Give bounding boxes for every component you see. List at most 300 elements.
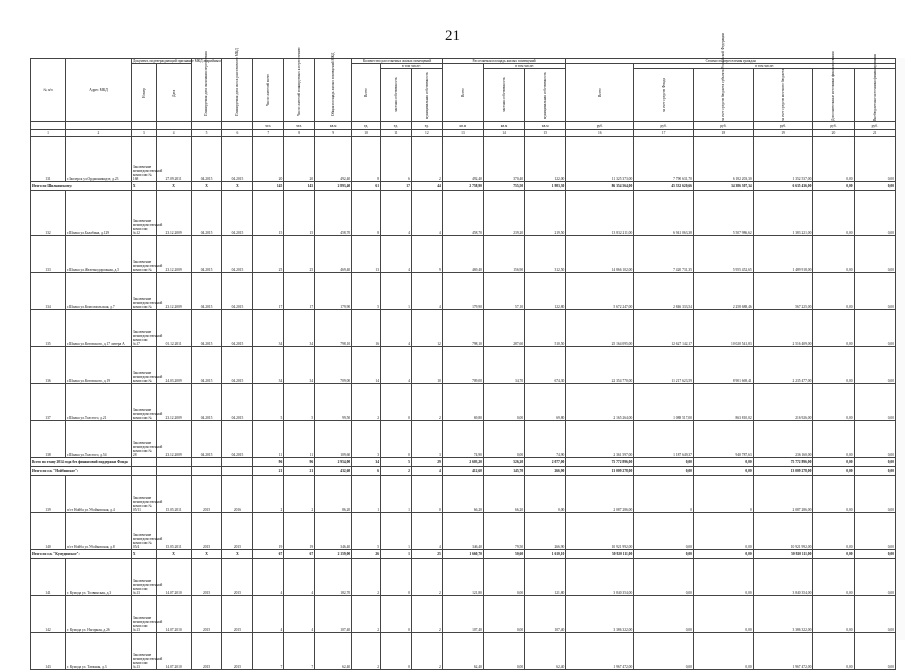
date-cell: 04.2015 — [222, 191, 253, 236]
value-cell: 99,50 — [315, 384, 352, 421]
column-number: 4 — [156, 130, 191, 137]
doc-number-cell: Заключение межведомственной комиссии №17 — [131, 310, 156, 347]
value-cell: 0,00 — [854, 384, 895, 421]
doc-number-cell: Заключение межведомственной комиссии № — [131, 384, 156, 421]
column-number: 6 — [222, 130, 253, 137]
value-cell: 0,00 — [693, 633, 753, 670]
value-cell: 25 — [284, 236, 315, 273]
value-cell: 20 — [253, 137, 284, 182]
value-cell: 122,00 — [525, 137, 566, 182]
doc-number-cell: Заключение межведомственной комиссии № — [131, 236, 156, 273]
doc-number-cell: Заключение межведомственной комиссии № — [131, 347, 156, 384]
value-cell: 19 — [253, 513, 284, 550]
value-cell: 26 — [352, 550, 381, 559]
date-cell: 2015 — [222, 559, 253, 596]
header-cost-fund: за счет средств Фонда — [634, 69, 694, 122]
total-row — [31, 550, 896, 559]
value-cell: 0,00 — [525, 476, 566, 513]
column-number: 12 — [411, 130, 442, 137]
doc-number-cell: X — [131, 182, 156, 191]
value-cell: 2 — [411, 559, 442, 596]
value-cell: 9 — [411, 236, 442, 273]
total-label: Итого по Шилкинскому: — [31, 182, 132, 191]
value-cell: 0 — [381, 384, 412, 421]
value-cell: 370,40 — [483, 137, 524, 182]
table-row — [31, 236, 896, 273]
value-cell: 34 — [253, 347, 284, 384]
value-cell: 79,50 — [483, 513, 524, 550]
value-cell: 3 386 322,00 — [566, 596, 634, 633]
value-cell: 216 926,00 — [753, 384, 813, 421]
date-cell: 14.07.2010 — [156, 559, 191, 596]
value-cell: 0,00 — [854, 273, 895, 310]
date-cell: 2015 — [191, 476, 222, 513]
value-cell: 0,00 — [634, 559, 694, 596]
value-cell: 2 954,00 — [315, 458, 352, 467]
date-cell: 2015 — [191, 513, 222, 550]
column-number: 11 — [381, 130, 412, 137]
value-cell: 0 — [693, 476, 753, 513]
unit-cell: ед. — [352, 122, 381, 130]
value-cell: 19 — [284, 513, 315, 550]
value-cell: 6 — [381, 137, 412, 182]
value-cell: 0 — [381, 559, 412, 596]
value-cell: 121,80 — [442, 559, 483, 596]
doc-number-cell: Заключение межведомственной комиссии № 05/4 — [131, 513, 156, 550]
row-number: 134 — [31, 273, 66, 310]
value-cell: 4 — [253, 596, 284, 633]
total-row — [31, 458, 896, 467]
column-number: 7 — [253, 130, 284, 137]
value-cell: 1 383 221,00 — [753, 191, 813, 236]
date-cell: 04.2015 — [222, 137, 253, 182]
value-cell: 239,20 — [483, 191, 524, 236]
value-cell: 0,00 — [854, 236, 895, 273]
value-cell: 0,00 — [813, 633, 854, 670]
value-cell: 20 — [284, 137, 315, 182]
value-cell: 709,00 — [442, 347, 483, 384]
value-cell: 266,90 — [525, 467, 566, 476]
table-row — [31, 421, 896, 458]
value-cell: 2 — [352, 384, 381, 421]
value-cell: 6 182 203,30 — [693, 137, 753, 182]
header-area-private: частная собственность — [483, 69, 524, 122]
date-cell: X — [191, 182, 222, 191]
value-cell: 1 — [352, 476, 381, 513]
value-cell: 1 352 537,00 — [753, 137, 813, 182]
value-cell: 122,80 — [525, 273, 566, 310]
value-cell: 179,90 — [315, 273, 352, 310]
doc-number-cell — [131, 467, 156, 476]
value-cell: 107,40 — [525, 596, 566, 633]
total-row — [31, 182, 896, 191]
value-cell: 1 187 649,37 — [634, 421, 694, 458]
value-cell: 0,00 — [854, 550, 895, 559]
header-cost-incl: в том числе: — [634, 64, 896, 69]
total-row — [31, 467, 896, 476]
value-cell: 5 507 986,62 — [693, 191, 753, 236]
value-cell: 13 — [352, 236, 381, 273]
date-cell — [191, 467, 222, 476]
column-number: 9 — [315, 130, 352, 137]
value-cell: 755,50 — [483, 182, 524, 191]
value-cell: 10 020 541,83 — [693, 310, 753, 347]
header-doc-date: Дата — [156, 64, 191, 122]
table-row — [31, 513, 896, 550]
value-cell: 0,00 — [634, 633, 694, 670]
value-cell: 0,00 — [483, 421, 524, 458]
column-number: 1 — [31, 130, 66, 137]
value-cell: 1 — [381, 476, 412, 513]
value-cell: 4 — [381, 310, 412, 347]
value-cell: 458,70 — [442, 191, 483, 236]
column-number: 21 — [854, 130, 895, 137]
date-cell: 04.2015 — [222, 273, 253, 310]
unit-cell: ед. — [411, 122, 442, 130]
value-cell: 10 921 992,00 — [753, 513, 813, 550]
value-cell: 3 386 322,00 — [753, 596, 813, 633]
value-cell: 0,00 — [693, 458, 753, 467]
value-cell: 145,70 — [483, 467, 524, 476]
value-cell: 0,00 — [854, 137, 895, 182]
doc-number-cell: Заключение межведомственной комиссии № 168 — [131, 137, 156, 182]
row-number: 140 — [31, 513, 66, 550]
value-cell: 145 — [253, 182, 284, 191]
value-cell: 0,00 — [813, 476, 854, 513]
address-cell: г.Шилка ул.Комсомольская, д.7 — [66, 273, 132, 310]
table-row — [31, 137, 896, 182]
date-cell — [191, 458, 222, 467]
date-cell: 23.12.2009 — [156, 421, 191, 458]
address-cell: г.Заозерск ул.Орджоникидзе, д.23 — [66, 137, 132, 182]
value-cell: 709,00 — [315, 347, 352, 384]
value-cell: 86,20 — [315, 476, 352, 513]
value-cell: 74,90 — [442, 421, 483, 458]
date-cell: 04.2015 — [222, 236, 253, 273]
value-cell: 2 — [352, 559, 381, 596]
date-cell: 04.2015 — [222, 421, 253, 458]
value-cell: 0 — [381, 596, 412, 633]
value-cell: 0,00 — [854, 559, 895, 596]
value-cell: 2 087 286,00 — [753, 476, 813, 513]
value-cell: 0,00 — [483, 633, 524, 670]
value-cell: 86 354 564,00 — [566, 182, 634, 191]
value-cell: 34 — [284, 310, 315, 347]
value-cell: 0 — [381, 421, 412, 458]
value-cell: 0,00 — [693, 467, 753, 476]
value-cell: 0,00 — [854, 476, 895, 513]
date-cell: X — [156, 182, 191, 191]
value-cell: 6 — [352, 467, 381, 476]
value-cell: 0,00 — [813, 596, 854, 633]
value-cell: 2 — [411, 384, 442, 421]
address-cell: г. Кумода ул. Толвинская, д.3 — [66, 559, 132, 596]
scan-edge — [896, 58, 905, 640]
table-header — [31, 33, 896, 137]
value-cell: 3 840 354,00 — [566, 559, 634, 596]
value-cell: 1 983,30 — [525, 182, 566, 191]
value-cell: 50 920 111,00 — [566, 550, 634, 559]
value-cell: 5 — [284, 384, 315, 421]
date-cell — [222, 467, 253, 476]
date-cell: 2015 — [191, 596, 222, 633]
date-cell: X — [222, 182, 253, 191]
value-cell: 2 — [411, 137, 442, 182]
value-cell: 2 159,00 — [315, 550, 352, 559]
value-cell: 510,50 — [525, 310, 566, 347]
address-cell: г.Шилка ул.Котовского, д.19 — [66, 347, 132, 384]
value-cell: 12 627 142,17 — [634, 310, 694, 347]
unit-cell: кв.м — [315, 122, 352, 130]
unit-cell: кв.м — [483, 122, 524, 130]
date-cell: 14.07.2010 — [156, 633, 191, 670]
column-number: 3 — [131, 130, 156, 137]
value-cell: 312,50 — [525, 236, 566, 273]
value-cell: 0,00 — [813, 458, 854, 467]
header-count-group: Количество расселяемых жилых помещений — [352, 59, 443, 64]
date-cell: 04.2015 — [222, 384, 253, 421]
column-number: 16 — [566, 130, 634, 137]
table-row — [31, 596, 896, 633]
value-cell: 492,40 — [315, 137, 352, 182]
value-cell: 62,40 — [315, 633, 352, 670]
value-cell: 674,30 — [525, 347, 566, 384]
unit-cell: руб. — [813, 122, 854, 130]
address-cell: г.Шилка ул.Толстого, д.54 — [66, 421, 132, 458]
value-cell: 69,80 — [525, 384, 566, 421]
header-area-all: Всего — [442, 64, 483, 122]
header-address: Адрес МКД — [66, 59, 132, 122]
value-cell: 5 — [352, 273, 381, 310]
date-cell: 2016 — [222, 476, 253, 513]
value-cell: 11 — [284, 421, 315, 458]
date-cell: 2015 — [191, 633, 222, 670]
value-cell: 25 — [253, 236, 284, 273]
value-cell: 7 — [284, 633, 315, 670]
table-row — [31, 559, 896, 596]
header-area-total: Общая площадь жилых помещений МКД — [315, 59, 352, 122]
value-cell: 5 — [253, 384, 284, 421]
value-cell: 863 810,02 — [693, 384, 753, 421]
value-cell: 182,70 — [315, 559, 352, 596]
date-cell: 23.12.2009 — [156, 384, 191, 421]
value-cell: 236 160,00 — [753, 421, 813, 458]
value-cell: 11 — [253, 421, 284, 458]
date-cell: 2015 — [222, 633, 253, 670]
unit-cell — [31, 122, 66, 130]
header-cost-regional: за счет средств бюджета субъекта Российской Федерации — [693, 69, 753, 122]
value-cell: 2 — [381, 467, 412, 476]
value-cell: 96 — [253, 458, 284, 467]
value-cell: 75 772 896,00 — [753, 458, 813, 467]
header-doc-number: Номер — [131, 64, 156, 122]
value-cell: 2 — [284, 476, 315, 513]
row-number: 141 — [31, 559, 66, 596]
date-cell: 14.07.2010 — [156, 596, 191, 633]
row-number: 132 — [31, 191, 66, 236]
doc-number-cell — [131, 458, 156, 467]
value-cell: 75 772 896,00 — [566, 458, 634, 467]
date-cell: 23.12.2009 — [156, 273, 191, 310]
value-cell: 15 — [253, 191, 284, 236]
value-cell: 16 — [352, 310, 381, 347]
value-cell: 44 — [411, 182, 442, 191]
value-cell: 34 386 307,34 — [693, 182, 753, 191]
date-cell — [222, 458, 253, 467]
value-cell: 62,40 — [442, 633, 483, 670]
doc-number-cell: Заключение межведомственной комиссии №13 — [131, 633, 156, 670]
header-count-private: частная собственность — [381, 69, 412, 122]
row-number: 136 — [31, 347, 66, 384]
value-cell: 2 361 597,00 — [566, 421, 634, 458]
column-number: 10 — [352, 130, 381, 137]
value-cell: 2 — [352, 633, 381, 670]
value-cell: 567 225,00 — [753, 273, 813, 310]
value-cell: 0 — [381, 633, 412, 670]
value-cell: 11 217 623,59 — [634, 347, 694, 384]
row-number: 135 — [31, 310, 66, 347]
date-cell: 2015 — [191, 559, 222, 596]
column-number: 18 — [693, 130, 753, 137]
header-planned-demol: Планируемая дата сноса расселяемого МКД — [222, 59, 253, 122]
value-cell: 1 610,10 — [525, 550, 566, 559]
date-cell: 2015 — [222, 513, 253, 550]
value-cell: 21 — [253, 467, 284, 476]
value-cell: 2 603,20 — [442, 458, 483, 467]
value-cell: 0 — [634, 476, 694, 513]
header-cost-additional: Дополнительные источники финансирования — [813, 69, 854, 122]
value-cell: 346,40 — [315, 513, 352, 550]
date-cell: X — [156, 550, 191, 559]
value-cell: 3 — [411, 421, 442, 458]
table-row — [31, 384, 896, 421]
value-cell: 4 — [411, 273, 442, 310]
value-cell: 0,00 — [854, 347, 895, 384]
value-cell: 458,70 — [315, 191, 352, 236]
column-number: 13 — [442, 130, 483, 137]
value-cell: 0,00 — [813, 513, 854, 550]
value-cell: 1 967 472,00 — [566, 633, 634, 670]
value-cell: 0,00 — [813, 182, 854, 191]
value-cell: 2 087 286,00 — [566, 476, 634, 513]
value-cell: 4 — [411, 191, 442, 236]
value-cell: 2 — [253, 476, 284, 513]
value-cell: 17 — [381, 182, 412, 191]
value-cell: 287,60 — [483, 310, 524, 347]
value-cell: 0,00 — [813, 550, 854, 559]
value-cell: 219,50 — [525, 191, 566, 236]
value-cell: 0,00 — [634, 458, 694, 467]
row-number: 133 — [31, 236, 66, 273]
value-cell: 45 332 620,66 — [634, 182, 694, 191]
unit-cell — [131, 122, 156, 130]
value-cell: 11 325 373,00 — [566, 137, 634, 182]
value-cell: 0,00 — [854, 596, 895, 633]
date-cell: 01.12.2011 — [156, 310, 191, 347]
value-cell: 2 — [411, 633, 442, 670]
column-number: 19 — [753, 130, 813, 137]
column-numbers-row — [31, 130, 896, 137]
value-cell: 17 — [253, 273, 284, 310]
value-cell: 412,60 — [442, 467, 483, 476]
header-residents-total: Число жителей всего — [253, 59, 284, 122]
value-cell: 8 — [352, 137, 381, 182]
address-cell: п/ст Нойба ул.Убойковская, д.4 — [66, 476, 132, 513]
value-cell: 3 840 354,00 — [753, 559, 813, 596]
value-cell: 5 955 452,65 — [693, 236, 753, 273]
value-cell: 492,40 — [442, 137, 483, 182]
value-cell: 2 893,40 — [315, 182, 352, 191]
doc-number-cell: Заключение межведомственной комиссии №12 — [131, 191, 156, 236]
table-row — [31, 273, 896, 310]
date-cell: 04.2015 — [222, 347, 253, 384]
value-cell: 0,00 — [854, 421, 895, 458]
value-cell: 25 — [411, 550, 442, 559]
date-cell: 04.2015 — [191, 384, 222, 421]
value-cell: 432,60 — [315, 467, 352, 476]
date-cell: 24.03.2009 — [156, 347, 191, 384]
table-row — [31, 191, 896, 236]
relocation-table — [30, 33, 896, 670]
value-cell: 1 — [381, 550, 412, 559]
value-cell: 61 — [352, 182, 381, 191]
value-cell: 469,40 — [442, 236, 483, 273]
column-number: 20 — [813, 130, 854, 137]
value-cell: 29 — [411, 458, 442, 467]
value-cell: 34,70 — [483, 347, 524, 384]
value-cell: 8 901 669,41 — [693, 347, 753, 384]
value-cell: 0,00 — [813, 191, 854, 236]
table-row — [31, 347, 896, 384]
unit-cell: ед. — [381, 122, 412, 130]
value-cell: 10 — [411, 347, 442, 384]
row-number: 138 — [31, 421, 66, 458]
address-cell: г.Шилка ул.Железнодорожная, д.5 — [66, 236, 132, 273]
value-cell: 74,90 — [525, 421, 566, 458]
date-cell: X — [222, 550, 253, 559]
value-cell: 34 — [253, 310, 284, 347]
header-planned-reloc: Планируемая дата окончания переселения — [191, 59, 222, 122]
column-number: 14 — [483, 130, 524, 137]
value-cell: 0,00 — [693, 513, 753, 550]
row-number: 131 — [31, 137, 66, 182]
table-row — [31, 633, 896, 670]
value-cell: 4 — [411, 467, 442, 476]
value-cell: 145 — [284, 182, 315, 191]
doc-number-cell: Заключение межведомственной комиссии № 05/11 — [131, 476, 156, 513]
value-cell: 0,00 — [813, 273, 854, 310]
header-num: № п/п — [31, 59, 66, 122]
value-cell: 4 — [381, 191, 412, 236]
row-number: 142 — [31, 596, 66, 633]
date-cell: 04.2015 — [191, 236, 222, 273]
value-cell: 0,00 — [813, 384, 854, 421]
value-cell: 8 — [352, 191, 381, 236]
value-cell: 107,40 — [315, 596, 352, 633]
value-cell: 4 — [284, 596, 315, 633]
value-cell: 7 — [253, 633, 284, 670]
value-cell: 22 354 770,00 — [566, 347, 634, 384]
value-cell: 0,00 — [634, 513, 694, 550]
value-cell: 66,20 — [483, 476, 524, 513]
date-cell: X — [191, 550, 222, 559]
address-cell: г. Кумода ул. Нагорная, д.26 — [66, 596, 132, 633]
row-number: 143 — [31, 633, 66, 670]
value-cell: 0,00 — [634, 550, 694, 559]
doc-number-cell: Заключение межведомственной комиссии №13 — [131, 596, 156, 633]
value-cell: 13 009 278,00 — [566, 467, 634, 476]
page-number: 21 — [445, 28, 460, 44]
